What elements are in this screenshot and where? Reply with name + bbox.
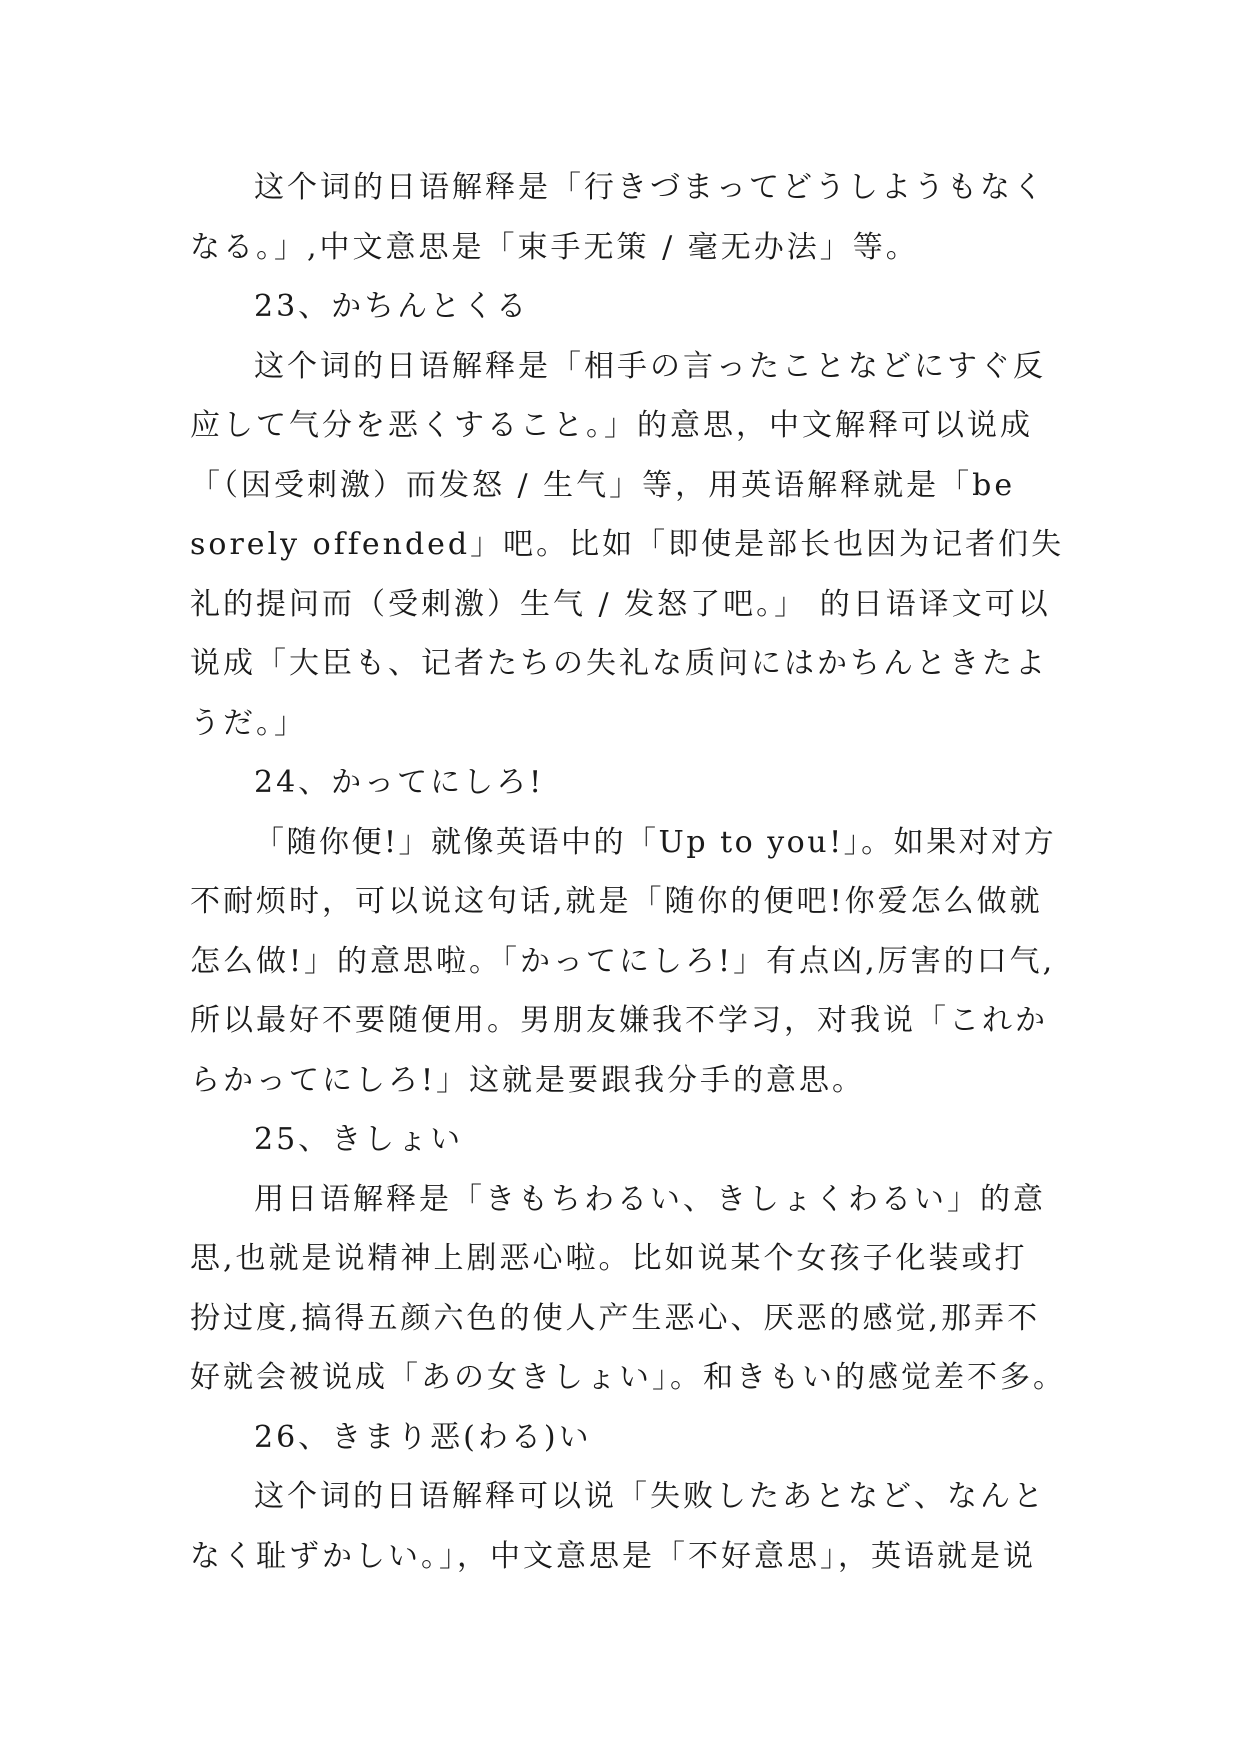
text-line: 这个词的日语解释是「相手の言ったことなどにすぐ反 <box>254 348 1046 384</box>
text-line: 这个词的日语解释可以说「失败したあとなど、なんと <box>254 1479 1046 1514</box>
text-line: 用日语解释是「きもちわるい、きしょくわるい」的意 <box>254 1181 1046 1217</box>
text-line: 应して气分を恶くすること。」的意思，中文解释可以说成 <box>190 408 1033 443</box>
body-text <box>190 158 1070 1586</box>
text-line: 好就会被说成「あの女きしょい」。和きもい的感觉差不多。 <box>190 1360 1066 1395</box>
text-line: 「（因受刺激）而发怒 / 生气」等，用英语解释就是「be <box>190 467 1016 503</box>
text-line: 不耐烦时，可以说这句话,就是「随你的便吧!你爱怎么做就 <box>190 884 1043 919</box>
text-line: うだ。」 <box>190 705 307 741</box>
text-line: なる。」,中文意思是「束手无策 / 毫无办法」等。 <box>190 229 919 265</box>
section-heading-24: 24、かってにしろ! <box>254 765 545 800</box>
text-line: 「随你便!」就像英语中的「Up to you!」。如果对对方 <box>254 824 1057 860</box>
text-line: sorely offended」吧。比如「即使是部长也因为记者们失 <box>190 527 1065 562</box>
text-line: 扮过度,搞得五颜六色的使人产生恶心、厌恶的感觉,那弄不 <box>190 1300 1041 1336</box>
section-heading-25: 25、きしょい <box>254 1122 464 1157</box>
text-line: 礼的提问而（受刺激）生气 / 发怒了吧。」 的日语译文可以 <box>190 586 1051 622</box>
text-line: 这个词的日语解释是「行きづまってどうしようもなく <box>254 170 1046 205</box>
text-line: 所以最好不要随便用。男朋友嫌我不学习，对我说「これか <box>190 1003 1048 1038</box>
section-heading-26: 26、きまり恶(わる)い <box>254 1419 592 1455</box>
text-line: 思,也就是说精神上剧恶心啦。比如说某个女孩子化装或打 <box>190 1241 1028 1276</box>
text-line: なく耻ずかしい。」，中文意思是「不好意思」，英语就是说 <box>190 1538 1036 1574</box>
text-line: 说成「大臣も、记者たちの失礼な质问にはかちんときたよ <box>190 646 1048 681</box>
text-line: 怎么做!」的意思啦。「かってにしろ!」有点凶,厉害的口气, <box>190 943 1056 979</box>
section-heading-23: 23、かちんとくる <box>254 289 530 324</box>
text-line: らかってにしろ!」这就是要跟我分手的意思。 <box>190 1062 866 1098</box>
